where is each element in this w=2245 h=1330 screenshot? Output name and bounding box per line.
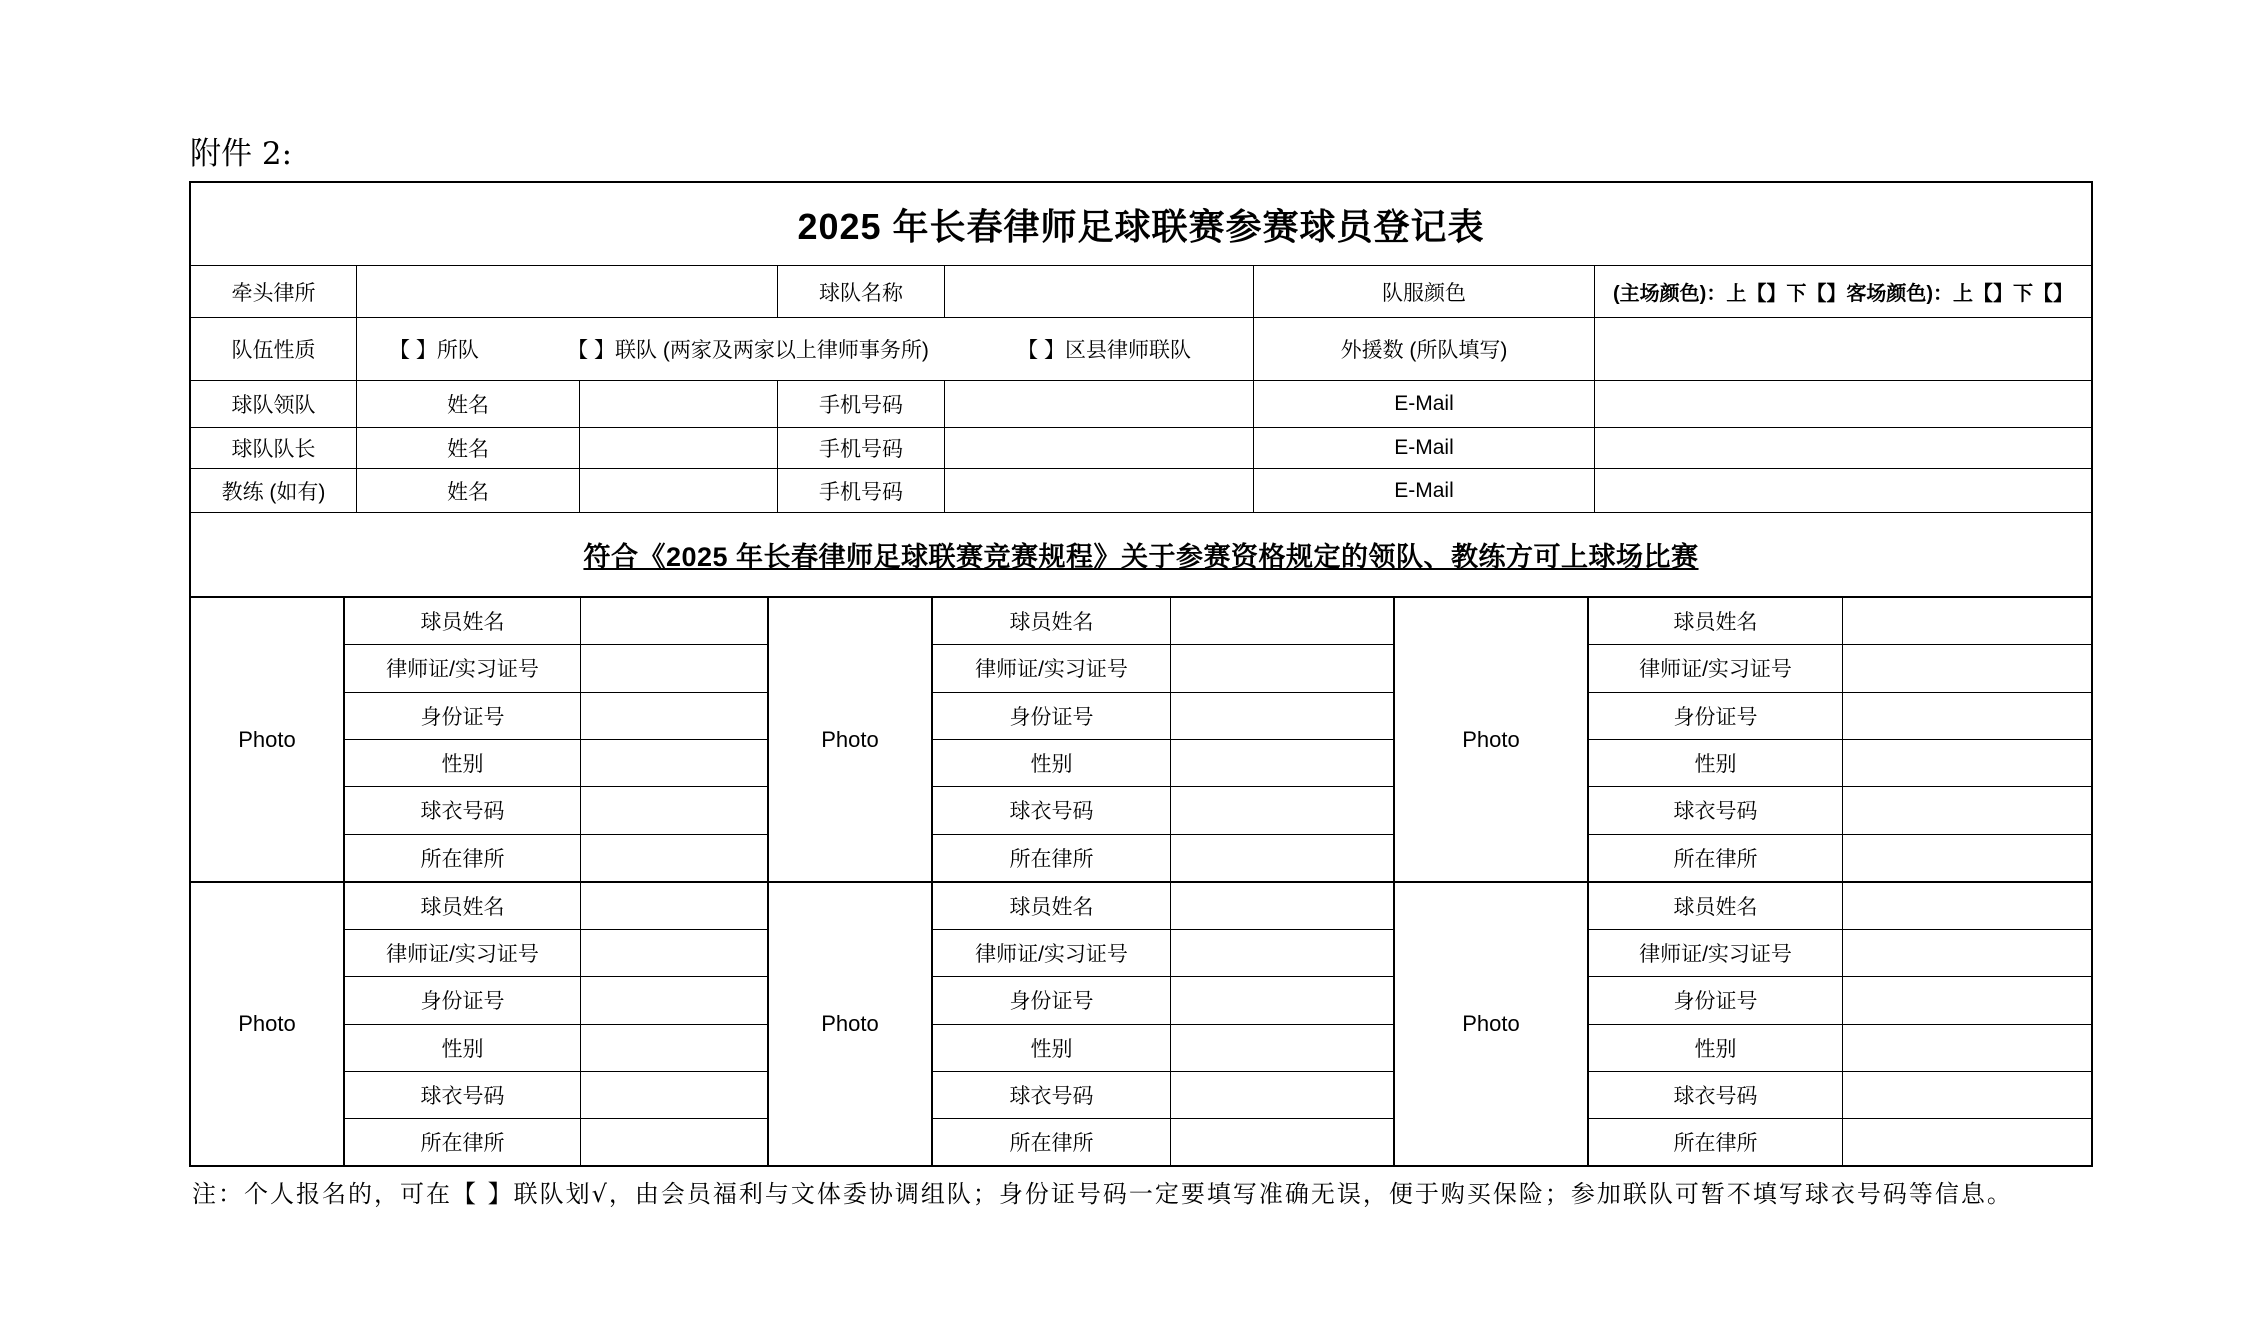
phone-label: 手机号码: [778, 469, 945, 512]
footnote: 注：个人报名的，可在【 】联队划√，由会员福利与文体委协调组队；身份证号码一定要填写准确无误，便于购买保险；参加联队可暂不填写球衣号码等信息。: [192, 1180, 2013, 1208]
law-firm-input[interactable]: [1171, 1119, 1393, 1165]
field-label-player-name: 球员姓名: [345, 598, 581, 645]
id-number-input[interactable]: [1843, 693, 2091, 740]
team-captain-row: [191, 428, 2091, 469]
photo-placeholder[interactable]: Photo: [1395, 883, 1589, 1165]
email-label: E-Mail: [1254, 428, 1595, 468]
law-firm-input[interactable]: [1843, 835, 2091, 881]
jersey-number-input[interactable]: [1843, 787, 2091, 834]
player-block-3: [1395, 598, 2091, 881]
phone-label: 手机号码: [778, 428, 945, 468]
gender-input[interactable]: [1171, 1025, 1393, 1072]
field-label-gender: 性别: [345, 740, 581, 787]
field-label-gender: 性别: [1589, 740, 1843, 787]
field-label-jersey-number: 球衣号码: [1589, 1072, 1843, 1119]
photo-placeholder[interactable]: Photo: [769, 598, 933, 881]
player-name-input[interactable]: [581, 598, 767, 645]
registration-table: [189, 181, 2093, 1167]
field-label-lawyer-cert: 律师证/实习证号: [1589, 645, 1843, 692]
foreign-count-label: 外援数 (所队填写): [1254, 318, 1595, 380]
field-label-player-name: 球员姓名: [933, 883, 1171, 930]
jersey-number-input[interactable]: [1171, 1072, 1393, 1119]
player-block-2: [769, 598, 1395, 881]
leader-phone-input[interactable]: [945, 381, 1254, 427]
lawyer-cert-input[interactable]: [1843, 930, 2091, 977]
team-leader-row: [191, 381, 2091, 428]
gender-input[interactable]: [581, 1025, 767, 1072]
player-grid-row-2: [191, 881, 2091, 1165]
field-label-law-firm: 所在律所: [345, 1119, 581, 1165]
field-label-jersey-number: 球衣号码: [345, 1072, 581, 1119]
field-label-player-name: 球员姓名: [1589, 883, 1843, 930]
gender-input[interactable]: [1843, 740, 2091, 787]
role-label-captain: 球队队长: [191, 428, 357, 468]
gender-input[interactable]: [1171, 740, 1393, 787]
field-label-id-number: 身份证号: [933, 977, 1171, 1024]
id-number-input[interactable]: [1171, 693, 1393, 740]
id-number-input[interactable]: [1843, 977, 2091, 1024]
coach-email-input[interactable]: [1595, 469, 2091, 512]
field-label-law-firm: 所在律所: [1589, 835, 1843, 881]
field-label-gender: 性别: [933, 740, 1171, 787]
team-name-label: 球队名称: [778, 266, 945, 317]
notice-row: [191, 513, 2091, 596]
field-label-id-number: 身份证号: [345, 977, 581, 1024]
field-label-jersey-number: 球衣号码: [933, 787, 1171, 834]
law-firm-input[interactable]: [581, 835, 767, 881]
lead-firm-input[interactable]: [357, 266, 778, 317]
player-name-input[interactable]: [1171, 598, 1393, 645]
field-label-law-firm: 所在律所: [933, 1119, 1171, 1165]
attachment-label: 附件 2:: [190, 136, 293, 172]
team-type-option-united[interactable]: 【 】联队 (两家及两家以上律师事务所): [567, 339, 929, 362]
lawyer-cert-input[interactable]: [581, 645, 767, 692]
photo-placeholder[interactable]: Photo: [1395, 598, 1589, 881]
phone-label: 手机号码: [778, 381, 945, 427]
player-block-5: [769, 883, 1395, 1165]
law-firm-input[interactable]: [581, 1119, 767, 1165]
field-label-jersey-number: 球衣号码: [933, 1072, 1171, 1119]
team-type-option-firm[interactable]: 【 】所队: [389, 339, 479, 362]
field-label-jersey-number: 球衣号码: [1589, 787, 1843, 834]
captain-email-input[interactable]: [1595, 428, 2091, 468]
jersey-number-input[interactable]: [581, 787, 767, 834]
coach-name-input[interactable]: [580, 469, 778, 512]
player-grid-row-1: [191, 596, 2091, 881]
lawyer-cert-input[interactable]: [1171, 930, 1393, 977]
role-label-coach: 教练 (如有): [191, 469, 357, 512]
field-label-lawyer-cert: 律师证/实习证号: [345, 930, 581, 977]
id-number-input[interactable]: [581, 693, 767, 740]
field-label-lawyer-cert: 律师证/实习证号: [933, 930, 1171, 977]
name-label: 姓名: [357, 469, 580, 512]
gender-input[interactable]: [1843, 1025, 2091, 1072]
id-number-input[interactable]: [581, 977, 767, 1024]
lawyer-cert-input[interactable]: [581, 930, 767, 977]
leader-email-input[interactable]: [1595, 381, 2091, 427]
photo-placeholder[interactable]: Photo: [191, 883, 345, 1165]
field-label-id-number: 身份证号: [1589, 693, 1843, 740]
lead-firm-label: 牵头律所: [191, 266, 357, 317]
player-name-input[interactable]: [1171, 883, 1393, 930]
field-label-lawyer-cert: 律师证/实习证号: [1589, 930, 1843, 977]
player-block-4: [191, 883, 769, 1165]
field-label-player-name: 球员姓名: [933, 598, 1171, 645]
field-label-gender: 性别: [345, 1025, 581, 1072]
jersey-number-input[interactable]: [1843, 1072, 2091, 1119]
title-row: [191, 183, 2091, 266]
team-name-input[interactable]: [945, 266, 1254, 317]
player-name-input[interactable]: [581, 883, 767, 930]
eligibility-notice: 符合《2025 年长春律师足球联赛竞赛规程》关于参赛资格规定的领队、教练方可上球场比赛: [583, 542, 1699, 572]
field-label-gender: 性别: [1589, 1025, 1843, 1072]
email-label: E-Mail: [1254, 381, 1595, 427]
team-type-row: [191, 318, 2091, 381]
table-title: 2025 年长春律师足球联赛参赛球员登记表: [797, 205, 1485, 247]
field-label-lawyer-cert: 律师证/实习证号: [345, 645, 581, 692]
photo-placeholder[interactable]: Photo: [769, 883, 933, 1165]
player-block-6: [1395, 883, 2091, 1165]
leader-name-input[interactable]: [580, 381, 778, 427]
kit-color-label: 队服颜色: [1254, 266, 1595, 317]
gender-input[interactable]: [581, 740, 767, 787]
captain-phone-input[interactable]: [945, 428, 1254, 468]
field-label-lawyer-cert: 律师证/实习证号: [933, 645, 1171, 692]
team-type-option-district[interactable]: 【 】区县律师联队: [1017, 339, 1191, 362]
id-number-input[interactable]: [1171, 977, 1393, 1024]
law-firm-input[interactable]: [1171, 835, 1393, 881]
law-firm-input[interactable]: [1843, 1119, 2091, 1165]
field-label-id-number: 身份证号: [933, 693, 1171, 740]
email-label: E-Mail: [1254, 469, 1595, 512]
player-block-1: [191, 598, 769, 881]
coach-row: [191, 469, 2091, 513]
photo-placeholder[interactable]: Photo: [191, 598, 345, 881]
field-label-player-name: 球员姓名: [345, 883, 581, 930]
field-label-id-number: 身份证号: [345, 693, 581, 740]
lead-firm-row: [191, 266, 2091, 318]
field-label-player-name: 球员姓名: [1589, 598, 1843, 645]
field-label-law-firm: 所在律所: [933, 835, 1171, 881]
team-type-options: [357, 318, 1254, 380]
foreign-count-input[interactable]: [1595, 318, 2091, 380]
captain-name-input[interactable]: [580, 428, 778, 468]
team-type-label: 队伍性质: [191, 318, 357, 380]
jersey-number-input[interactable]: [581, 1072, 767, 1119]
kit-color-value[interactable]: (主场颜色)：上【】下【】客场颜色)：上【】下【】: [1613, 283, 2073, 305]
jersey-number-input[interactable]: [1171, 787, 1393, 834]
name-label: 姓名: [357, 381, 580, 427]
field-label-jersey-number: 球衣号码: [345, 787, 581, 834]
lawyer-cert-input[interactable]: [1171, 645, 1393, 692]
field-label-law-firm: 所在律所: [1589, 1119, 1843, 1165]
lawyer-cert-input[interactable]: [1843, 645, 2091, 692]
name-label: 姓名: [357, 428, 580, 468]
coach-phone-input[interactable]: [945, 469, 1254, 512]
player-name-input[interactable]: [1843, 598, 2091, 645]
field-label-gender: 性别: [933, 1025, 1171, 1072]
role-label-leader: 球队领队: [191, 381, 357, 427]
field-label-id-number: 身份证号: [1589, 977, 1843, 1024]
field-label-law-firm: 所在律所: [345, 835, 581, 881]
player-name-input[interactable]: [1843, 883, 2091, 930]
